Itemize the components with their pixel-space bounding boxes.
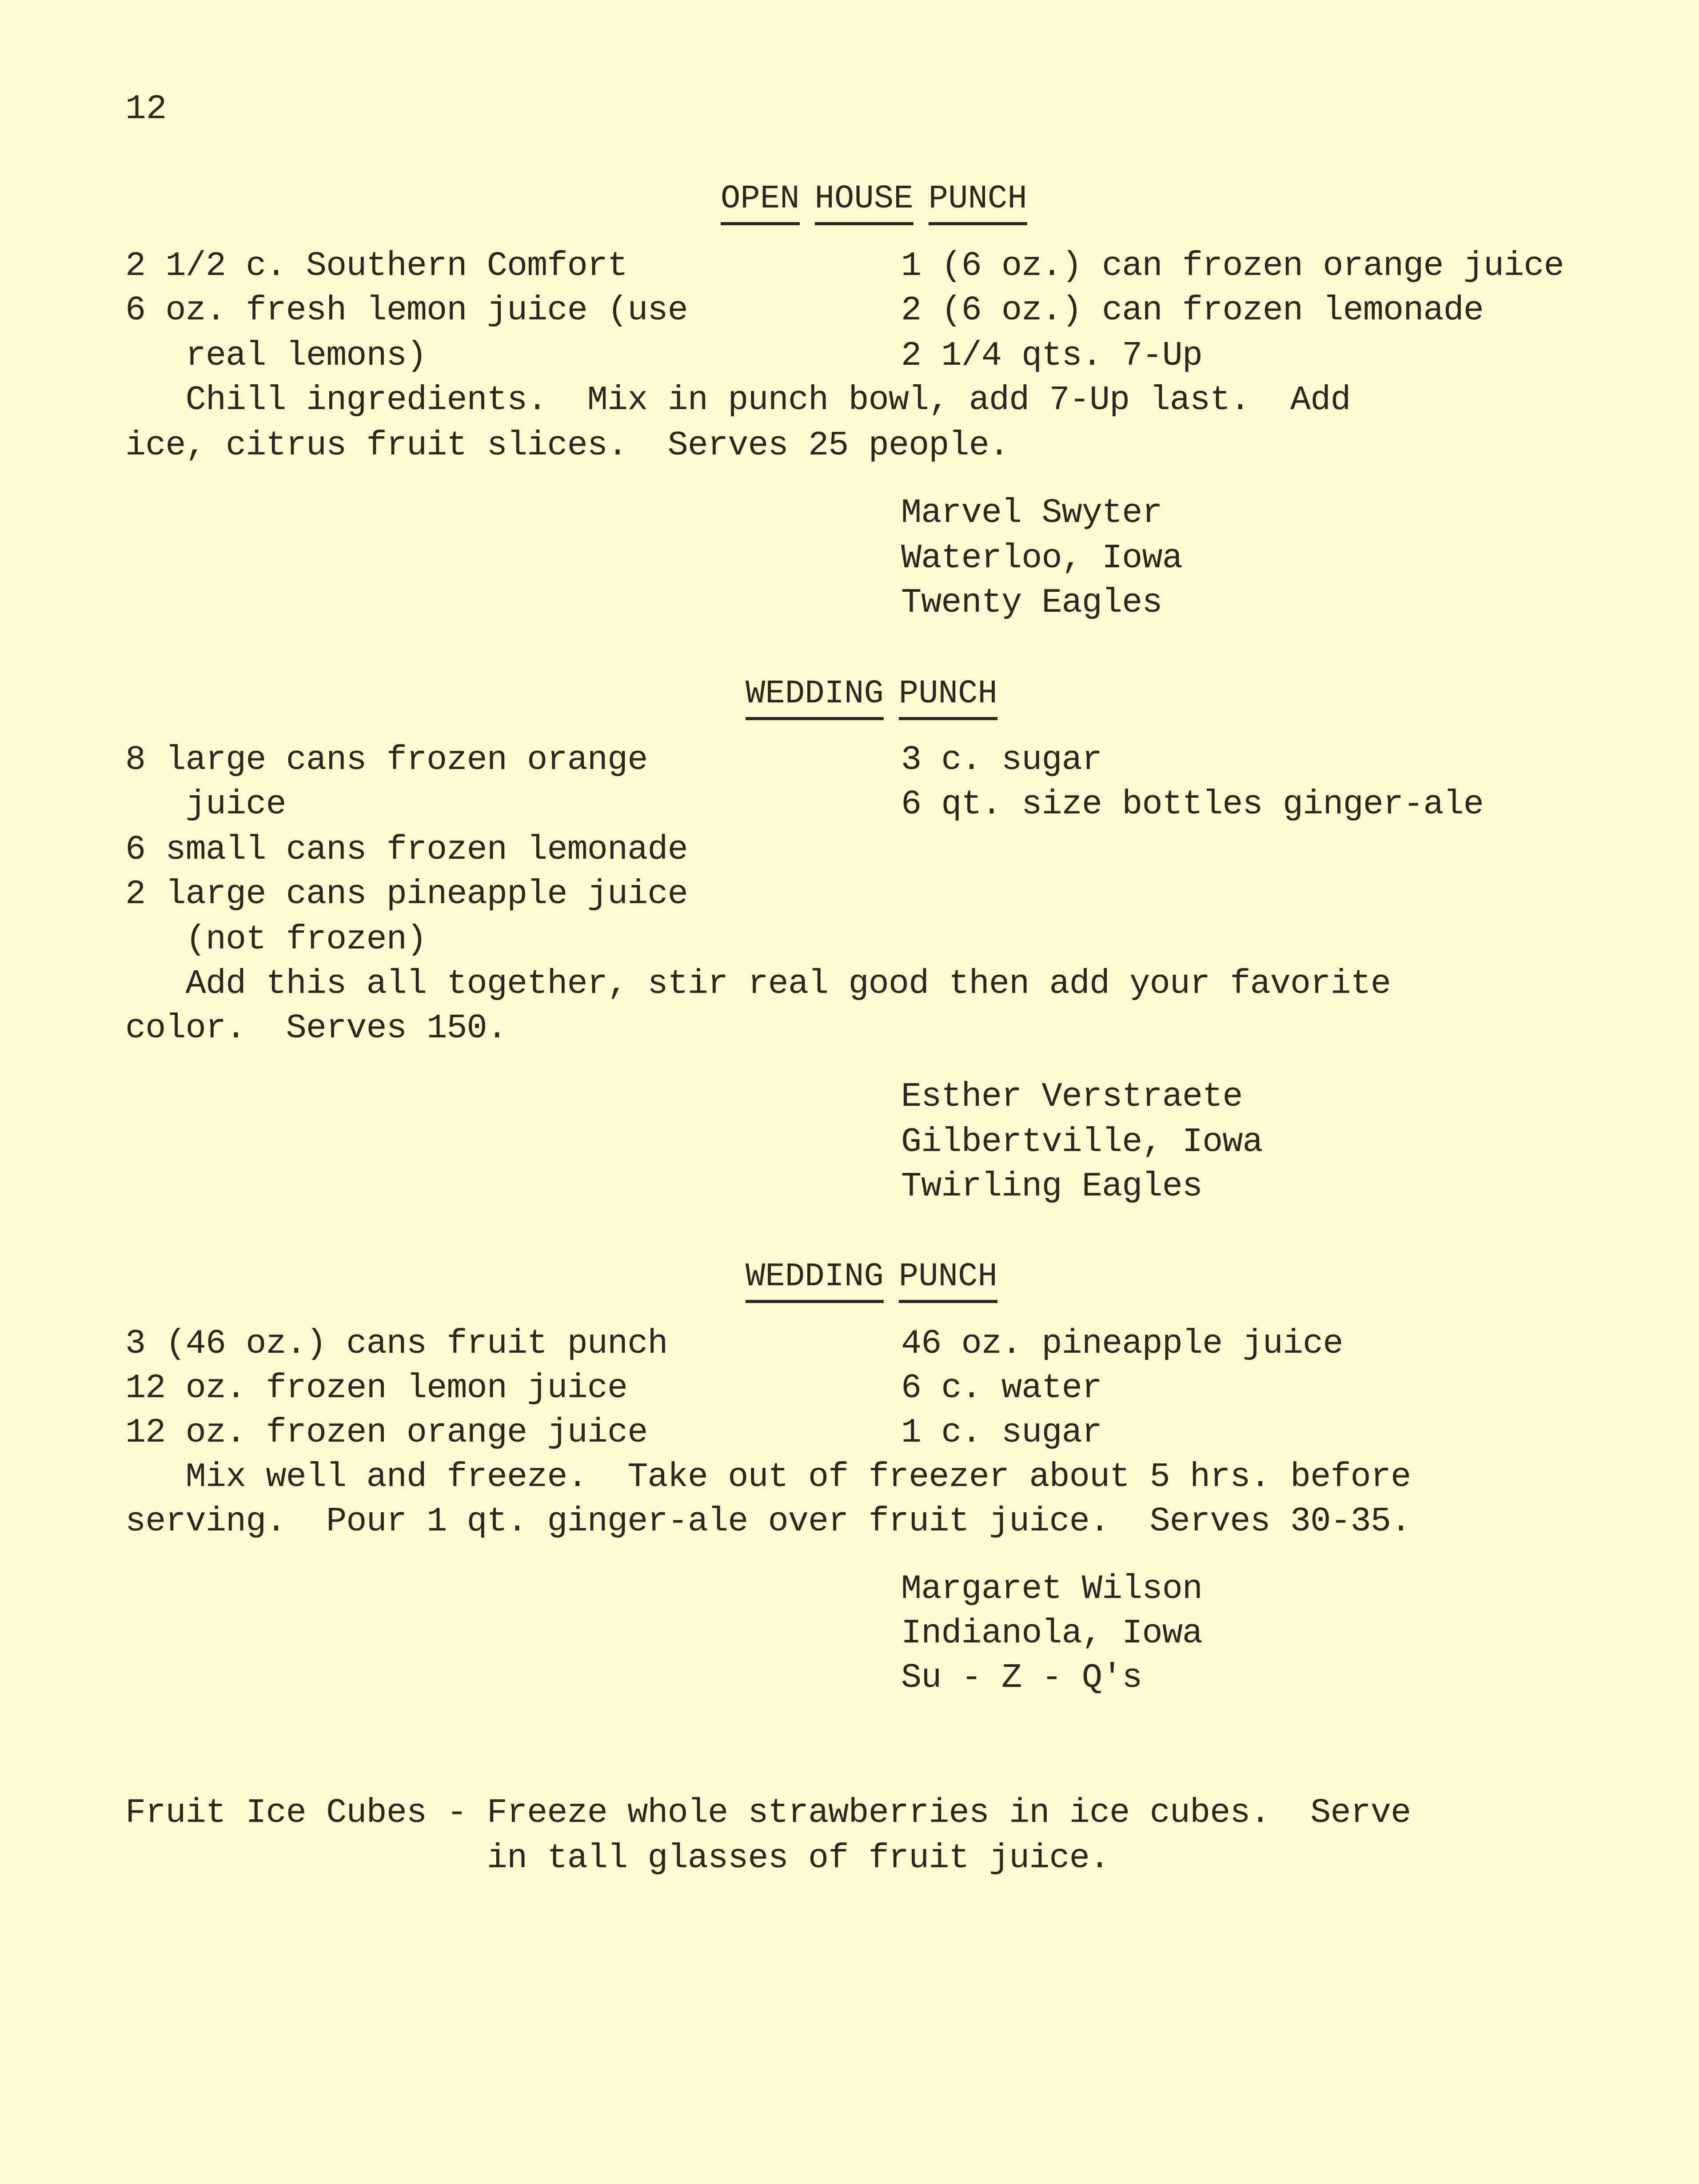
contributor-name: Marvel Swyter — [901, 494, 1162, 533]
instruction-line: Mix well and freeze. Take out of freezer about 5 hrs. before — [125, 1458, 1411, 1497]
ingredient-right: 6 qt. size bottles ginger-ale — [901, 785, 1484, 824]
contributor-club: Twirling Eagles — [901, 1168, 1203, 1206]
ingredient-right: 2 1/4 qts. 7-Up — [901, 337, 1203, 375]
ingredient-right: 1 (6 oz.) can frozen orange juice — [901, 247, 1564, 286]
instruction-line: Chill ingredients. Mix in punch bowl, add 7-Up last. Add — [125, 381, 1351, 420]
recipe-title-open-house-punch — [721, 177, 1027, 225]
ingredient-right: 1 c. sugar — [901, 1414, 1102, 1452]
ingredient-left: real lemons) — [125, 337, 427, 375]
instruction-line: color. Serves 150. — [125, 1009, 507, 1048]
ingredient-left: 3 (46 oz.) cans fruit punch — [125, 1325, 668, 1363]
ingredient-left: (not frozen) — [125, 921, 427, 959]
ingredient-left: 2 large cans pineapple juice — [125, 875, 688, 914]
instruction-line: ice, citrus fruit slices. Serves 25 people. — [125, 426, 1009, 465]
ingredient-left: 8 large cans frozen orange — [125, 741, 648, 780]
title-word: WEDDING — [746, 1255, 884, 1303]
ingredient-right: 46 oz. pineapple juice — [901, 1325, 1343, 1363]
tip-line: in tall glasses of fruit juice. — [125, 1839, 1110, 1878]
ingredient-right: 2 (6 oz.) can frozen lemonade — [901, 291, 1484, 330]
contributor-name: Margaret Wilson — [901, 1570, 1203, 1609]
ingredient-right: 6 c. water — [901, 1369, 1102, 1408]
ingredient-right: 3 c. sugar — [901, 741, 1102, 780]
title-word: OPEN — [721, 177, 800, 225]
contributor-location: Gilbertville, Iowa — [901, 1123, 1263, 1162]
title-word: HOUSE — [815, 177, 913, 225]
contributor-location: Waterloo, Iowa — [901, 539, 1182, 578]
title-word: WEDDING — [746, 672, 884, 720]
recipe-title-wedding-punch-2 — [746, 1255, 997, 1303]
ingredient-left: 12 oz. frozen lemon juice — [125, 1369, 628, 1408]
contributor-location: Indianola, Iowa — [901, 1614, 1203, 1653]
instruction-line: serving. Pour 1 qt. ginger-ale over fruit juice. Serves 30-35. — [125, 1502, 1411, 1541]
ingredient-left: 6 small cans frozen lemonade — [125, 831, 688, 869]
ingredient-left: 6 oz. fresh lemon juice (use — [125, 291, 688, 330]
ingredient-left: 2 1/2 c. Southern Comfort — [125, 247, 628, 286]
recipe-title-wedding-punch — [746, 672, 997, 720]
ingredient-left: 12 oz. frozen orange juice — [125, 1414, 648, 1452]
title-word: PUNCH — [899, 672, 997, 720]
contributor-club: Twenty Eagles — [901, 584, 1162, 622]
contributor-name: Esther Verstraete — [901, 1078, 1243, 1116]
title-word: PUNCH — [899, 1255, 997, 1303]
contributor-club: Su - Z - Q's — [901, 1659, 1142, 1698]
title-word: PUNCH — [929, 177, 1027, 225]
instruction-line: Add this all together, stir real good then add your favorite — [125, 965, 1391, 1004]
page-number: 12 — [125, 90, 167, 129]
tip-line: Fruit Ice Cubes - Freeze whole strawberries in ice cubes. Serve — [125, 1794, 1411, 1833]
ingredient-left: juice — [125, 785, 286, 824]
